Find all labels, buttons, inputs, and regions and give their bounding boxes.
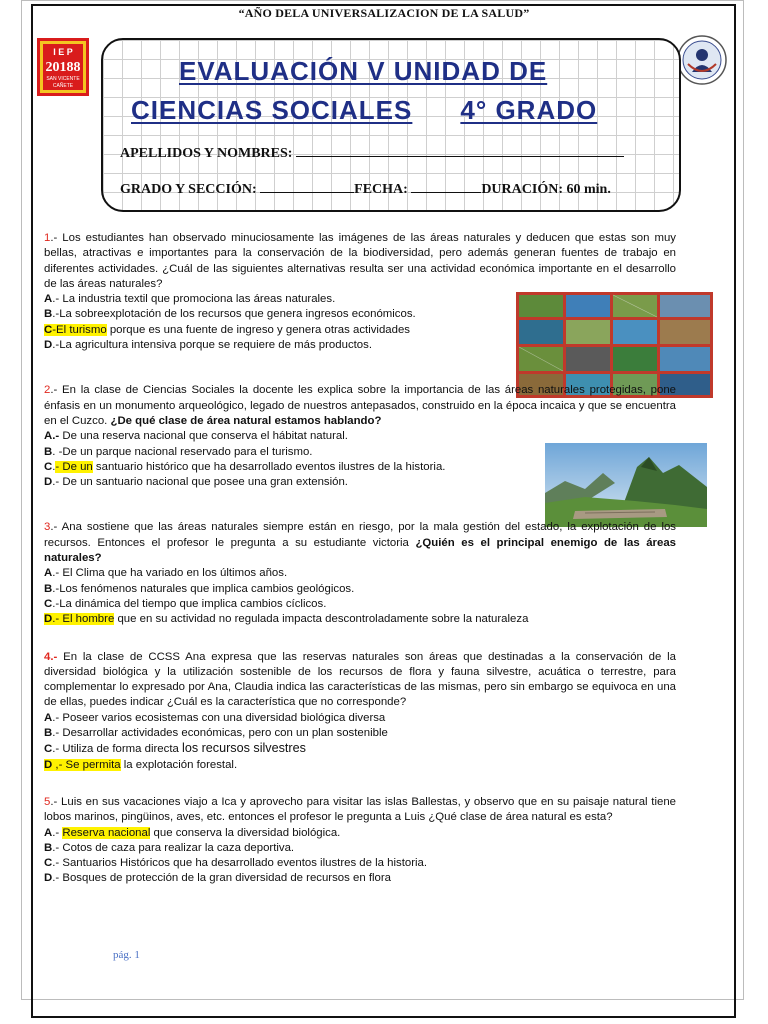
question-2 bbox=[44, 383, 676, 490]
svg-text:I E P: I E P bbox=[53, 47, 73, 57]
highlighted-answer: - De un bbox=[55, 460, 93, 473]
parish-emblem-icon bbox=[676, 34, 728, 86]
svg-text:20188: 20188 bbox=[45, 60, 81, 75]
exam-title-line1: EVALUACIÓN V UNIDAD DE bbox=[179, 56, 548, 86]
answer-option-b[interactable]: B. -De un parque nacional reservado para el turismo. bbox=[44, 445, 313, 458]
question-text: 1.- Los estudiantes han observado minuciosamente las imágenes de las áreas naturales y deducen que estas son muy bellas, atractivas e importantes para la conservación de la biodiversidad, pero además generan fuentes de trabajo en diferentes actividades. ¿Cuál de las siguientes alternativas resulta ser una actividad económica importante en el desarrollo de las áreas naturales? bbox=[44, 232, 676, 290]
highlighted-answer: ,- Se permita bbox=[55, 758, 121, 771]
names-field[interactable]: APELLIDOS Y NOMBRES: bbox=[120, 146, 624, 162]
question-text: 2.- En la clase de Ciencias Sociales la docente les explica sobre la importancia de las áreas naturales protegidas, pone énfasis en un monumento arqueológico, legado de nuestros antepasados, construido en la época incaica y que se encuentra en el Cuzco. ¿De qué clase de área natural estamos hablando? bbox=[44, 384, 676, 427]
question-text: 3.- Ana sostiene que las áreas naturales siempre están en riesgo, por la mala gestión del estado, la explotación de los recursos. Entonces el profesor le pregunta a su estudiante victoria ¿Quién es el principal enemigo de las áreas naturales? bbox=[44, 521, 677, 565]
answer-option-d[interactable]: D.-La agricultura intensiva porque se requiere de más productos. bbox=[44, 339, 372, 352]
exam-header bbox=[101, 38, 681, 212]
answer-option-a[interactable]: A.- De una reserva nacional que conserva el hábitat natural. bbox=[44, 430, 348, 443]
answer-option-d[interactable]: D ,- Se permita la explotación forestal. bbox=[44, 758, 238, 771]
svg-text:SAN VICENTE: SAN VICENTE bbox=[46, 76, 80, 82]
answer-option-b[interactable]: B.-La sobreexplotación de los recursos que genera ingresos económicos. bbox=[44, 308, 416, 321]
question-1 bbox=[44, 231, 676, 353]
highlighted-answer: El hombre bbox=[62, 613, 115, 626]
answer-option-a[interactable]: A.- El Clima que ha variado en los últimos años. bbox=[44, 567, 288, 580]
questions-section bbox=[44, 231, 676, 887]
answer-option-d[interactable]: D.- El hombre que en su actividad no regulada impacta descontroladamente sobre la naturaleza bbox=[44, 613, 529, 626]
question-3 bbox=[44, 520, 676, 627]
answer-option-c[interactable]: C.-La dinámica del tiempo que implica cambios cíclicos. bbox=[44, 597, 327, 610]
svg-text:CAÑETE: CAÑETE bbox=[52, 83, 74, 89]
grade-section-label: GRADO Y SECCIÓN: bbox=[120, 182, 257, 197]
grade-title: 4° GRADO bbox=[460, 95, 598, 125]
year-motto: “AÑO DELA UNIVERSALIZACION DE LA SALUD” bbox=[238, 6, 530, 20]
exam-title-line2: CIENCIAS SOCIALES 4° GRADO bbox=[131, 95, 598, 125]
answer-option-c[interactable]: C.- Santuarios Históricos que ha desarrollado eventos ilustres de la historia. bbox=[44, 857, 428, 870]
school-logo bbox=[37, 38, 89, 96]
question-4 bbox=[44, 650, 676, 773]
answer-option-b[interactable]: B.- Cotos de caza para realizar la caza deportiva. bbox=[44, 841, 295, 854]
answer-option-a[interactable]: A.- Reserva nacional que conserva la diversidad biológica. bbox=[44, 826, 341, 839]
answer-option-a[interactable]: A.- Poseer varios ecosistemas con una diversidad biológica diversa bbox=[44, 711, 386, 724]
answer-option-d[interactable]: D.- De un santuario nacional que posee una gran extensión. bbox=[44, 476, 348, 489]
answer-option-c[interactable]: C.- Utiliza de forma directa los recursos silvestres bbox=[44, 741, 306, 756]
question-5 bbox=[44, 795, 676, 887]
answer-option-b[interactable]: B.-Los fenómenos naturales que implica cambios geológicos. bbox=[44, 582, 355, 595]
question-text: 4.- En la clase de CCSS Ana expresa que las reservas naturales son áreas que destinadas a la conservación de la diversidad biológica y la utilización sostenible de los recursos de flora y fauna silvestre, acuática o terrestre, para complementar lo expresado por Ana, Claudia indica las características de las mismas, pero sin embargo se equivoca en una de ellas, puedes indicar ¿Cuál es la característica que no corresponde? bbox=[44, 650, 676, 709]
question-text: 5.- Luis en sus vacaciones viajo a Ica y aprovecho para visitar las islas Ballestas, y observo que en su paisaje natural tiene lobos marinos, pingüinos, aves, etc. entonces el profesor le pregunta a Luis ¿Qué clase de área natural es esta? bbox=[44, 795, 677, 824]
answer-option-a[interactable]: A.- La industria textil que promociona las áreas naturales. bbox=[44, 293, 336, 306]
duration-label: DURACIÓN: 60 min. bbox=[481, 182, 611, 197]
date-label: FECHA: bbox=[354, 182, 408, 197]
answer-option-c[interactable]: C.- De un santuario histórico que ha desarrollado eventos ilustres de la historia. bbox=[44, 460, 446, 473]
highlighted-answer: Reserva nacional bbox=[62, 826, 151, 839]
page-number: pág. 1 bbox=[113, 949, 140, 961]
highlighted-answer: El turismo bbox=[56, 323, 107, 336]
answer-option-b[interactable]: B.- Desarrollar actividades económicas, pero con un plan sostenible bbox=[44, 727, 388, 740]
answer-option-c[interactable]: C-El turismo porque es una fuente de ingreso y genera otras actividades bbox=[44, 323, 410, 336]
grade-date-duration-fields[interactable] bbox=[120, 182, 611, 198]
answer-option-d[interactable]: D.- Bosques de protección de la gran diversidad de recursos en flora bbox=[44, 872, 391, 885]
